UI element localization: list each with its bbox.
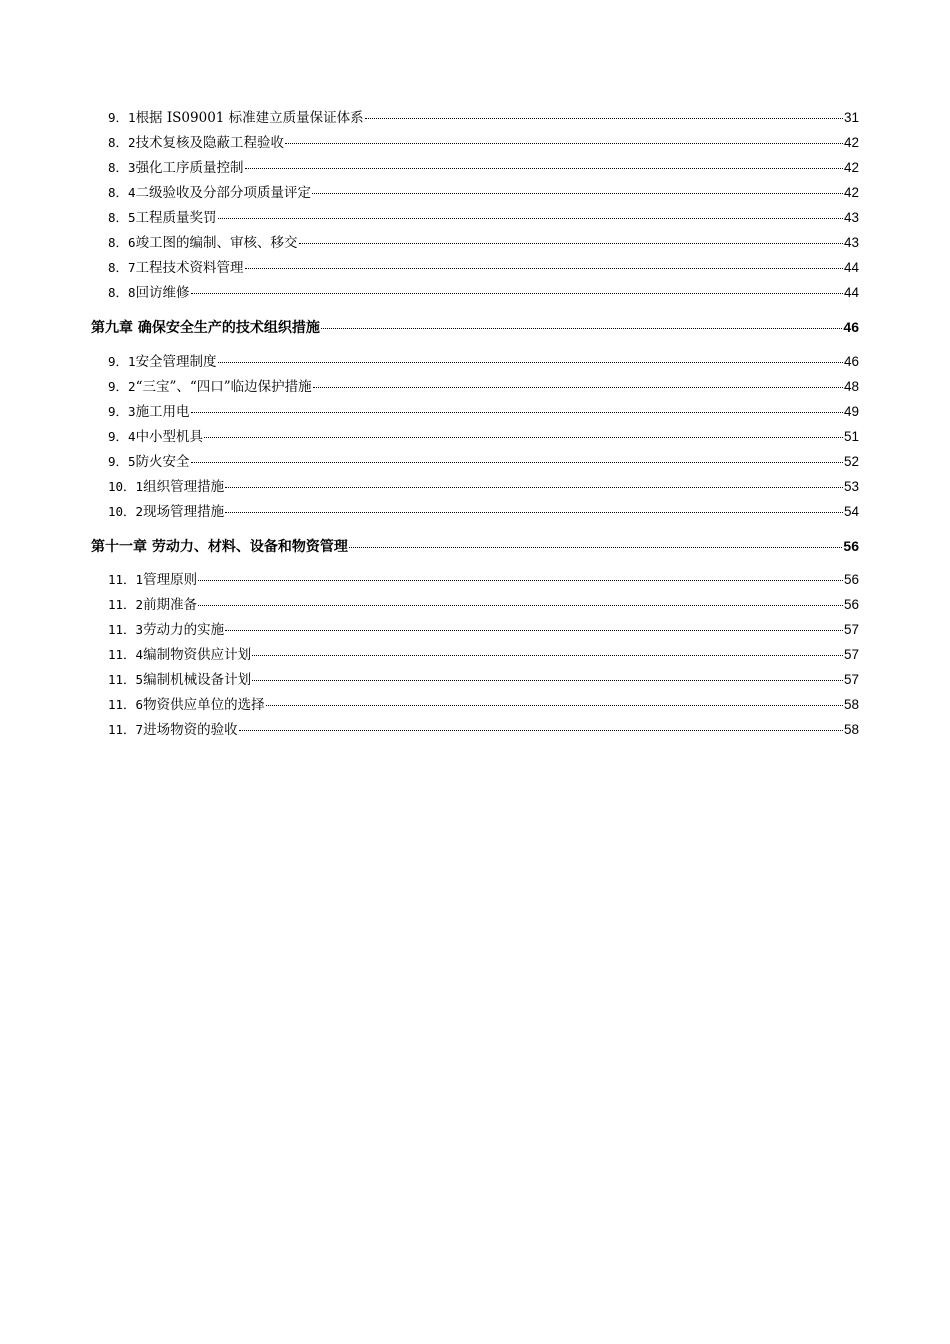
dot-leader [365, 118, 843, 119]
dot-leader [321, 328, 843, 329]
toc-page-number: 31 [843, 110, 859, 125]
toc-chapter-entry[interactable] [91, 317, 859, 337]
toc-page-number: 48 [843, 379, 859, 394]
toc-page-number: 52 [843, 454, 859, 469]
dot-leader [252, 680, 843, 681]
toc-entry-title: 第九章 确保安全生产的技术组织措施 [91, 320, 320, 336]
toc-page-number: 56 [843, 597, 859, 612]
dot-leader [285, 143, 843, 144]
dot-leader [266, 705, 843, 706]
toc-section-entry[interactable] [108, 352, 859, 372]
toc-page-number: 56 [843, 538, 859, 554]
toc-entry-title: 编制物资供应计划 [143, 647, 252, 663]
dot-leader [198, 580, 843, 581]
toc-entry-title: 安全管理制度 [135, 354, 217, 370]
toc-page-number: 44 [843, 285, 859, 300]
toc-section-entry[interactable] [108, 720, 859, 740]
toc-section-number: 11．2 [108, 597, 144, 612]
dot-leader [299, 243, 843, 244]
toc-entry-title: 施工用电 [135, 404, 190, 420]
toc-section-entry[interactable] [108, 108, 859, 128]
dot-leader [252, 655, 843, 656]
toc-section-number: 8．8 [108, 285, 136, 300]
toc-entry-title: 二级验收及分部分项质量评定 [135, 185, 312, 201]
dot-leader [245, 168, 843, 169]
dot-leader [313, 387, 843, 388]
toc-page-number: 49 [843, 404, 859, 419]
toc-entry-title: 根据 IS09001 标准建立质量保证体系 [135, 110, 364, 126]
toc-section-number: 10．2 [108, 504, 144, 519]
toc-section-number: 11．6 [108, 697, 144, 712]
dot-leader [349, 547, 843, 548]
toc-page-number: 57 [843, 622, 859, 637]
toc-entry-title: 中小型机具 [135, 429, 204, 445]
toc-page-number: 57 [843, 672, 859, 687]
toc-entry-title: 工程质量奖罚 [135, 210, 217, 226]
toc-section-number: 8．3 [108, 160, 136, 175]
toc-section-number: 9．4 [108, 429, 136, 444]
dot-leader [204, 437, 843, 438]
toc-section-number: 9．2 [108, 379, 136, 394]
toc-section-number: 8．5 [108, 210, 136, 225]
toc-section-entry[interactable] [108, 283, 859, 303]
toc-section-entry[interactable] [108, 258, 859, 278]
toc-entry-title: 物资供应单位的选择 [143, 697, 265, 713]
toc-section-entry[interactable] [108, 133, 859, 153]
toc-section-entry[interactable] [108, 427, 859, 447]
toc-section-entry[interactable] [108, 620, 859, 640]
toc-page-number: 57 [843, 647, 859, 662]
toc-section-entry[interactable] [108, 570, 859, 590]
toc-entry-title: 技术复核及隐蔽工程验收 [135, 135, 285, 151]
toc-page-number: 46 [843, 354, 859, 369]
dot-leader [225, 487, 843, 488]
dot-leader [191, 293, 843, 294]
dot-leader [198, 605, 843, 606]
toc-page-number: 56 [843, 572, 859, 587]
toc-section-number: 11．5 [108, 672, 144, 687]
toc-page-number: 43 [843, 210, 859, 225]
toc-page-number: 58 [843, 697, 859, 712]
toc-entry-title: 竣工图的编制、审核、移交 [135, 235, 298, 251]
toc-section-number: 11．3 [108, 622, 144, 637]
toc-entry-title: 劳动力的实施 [143, 622, 225, 638]
toc-entry-title: “三宝”、“四口”临边保护措施 [135, 379, 312, 395]
toc-section-number: 9．1 [108, 110, 136, 125]
dot-leader [239, 730, 843, 731]
toc-section-entry[interactable] [108, 670, 859, 690]
toc-section-number: 8．6 [108, 235, 136, 250]
toc-section-entry[interactable] [108, 233, 859, 253]
dot-leader [218, 362, 843, 363]
toc-section-entry[interactable] [108, 502, 859, 522]
toc-section-number: 8．4 [108, 185, 136, 200]
dot-leader [191, 412, 843, 413]
toc-section-entry[interactable] [108, 208, 859, 228]
toc-entry-title: 第十一章 劳动力、材料、设备和物资管理 [91, 539, 348, 555]
toc-section-entry[interactable] [108, 183, 859, 203]
toc-section-number: 9．5 [108, 454, 136, 469]
toc-section-entry[interactable] [108, 645, 859, 665]
toc-entry-title: 管理原则 [143, 572, 198, 588]
toc-entry-title: 进场物资的验收 [143, 722, 238, 738]
toc-page-number: 53 [843, 479, 859, 494]
toc-section-number: 10．1 [108, 479, 144, 494]
toc-entry-title: 回访维修 [135, 285, 190, 301]
toc-entry-title: 防火安全 [135, 454, 190, 470]
toc-chapter-entry[interactable] [91, 536, 859, 556]
toc-page-number: 51 [843, 429, 859, 444]
toc-section-number: 11．4 [108, 647, 144, 662]
toc-entry-title: 编制机械设备计划 [143, 672, 252, 688]
toc-section-number: 11．7 [108, 722, 144, 737]
toc-page-number: 43 [843, 235, 859, 250]
toc-section-number: 9．3 [108, 404, 136, 419]
dot-leader [225, 512, 843, 513]
toc-entry-title: 前期准备 [143, 597, 198, 613]
toc-page-number: 42 [843, 160, 859, 175]
toc-section-number: 11．1 [108, 572, 144, 587]
toc-section-entry[interactable] [108, 377, 859, 397]
toc-page-number: 44 [843, 260, 859, 275]
toc-page-number: 42 [843, 185, 859, 200]
dot-leader [245, 268, 843, 269]
toc-entry-title: 组织管理措施 [143, 479, 225, 495]
toc-page-number: 58 [843, 722, 859, 737]
toc-entry-title: 现场管理措施 [143, 504, 225, 520]
toc-section-number: 9．1 [108, 354, 136, 369]
dot-leader [191, 462, 843, 463]
toc-section-entry[interactable] [108, 595, 859, 615]
dot-leader [312, 193, 843, 194]
toc-section-entry[interactable] [108, 452, 859, 472]
toc-page-number: 54 [843, 504, 859, 519]
toc-section-entry[interactable] [108, 402, 859, 422]
toc-entry-title: 强化工序质量控制 [135, 160, 244, 176]
toc-section-entry[interactable] [108, 695, 859, 715]
toc-section-entry[interactable] [108, 158, 859, 178]
toc-section-entry[interactable] [108, 477, 859, 497]
toc-page-number: 42 [843, 135, 859, 150]
toc-entry-title: 工程技术资料管理 [135, 260, 244, 276]
dot-leader [218, 218, 843, 219]
toc-section-number: 8．7 [108, 260, 136, 275]
toc-page-number: 46 [843, 319, 859, 335]
toc-section-number: 8．2 [108, 135, 136, 150]
dot-leader [225, 630, 843, 631]
